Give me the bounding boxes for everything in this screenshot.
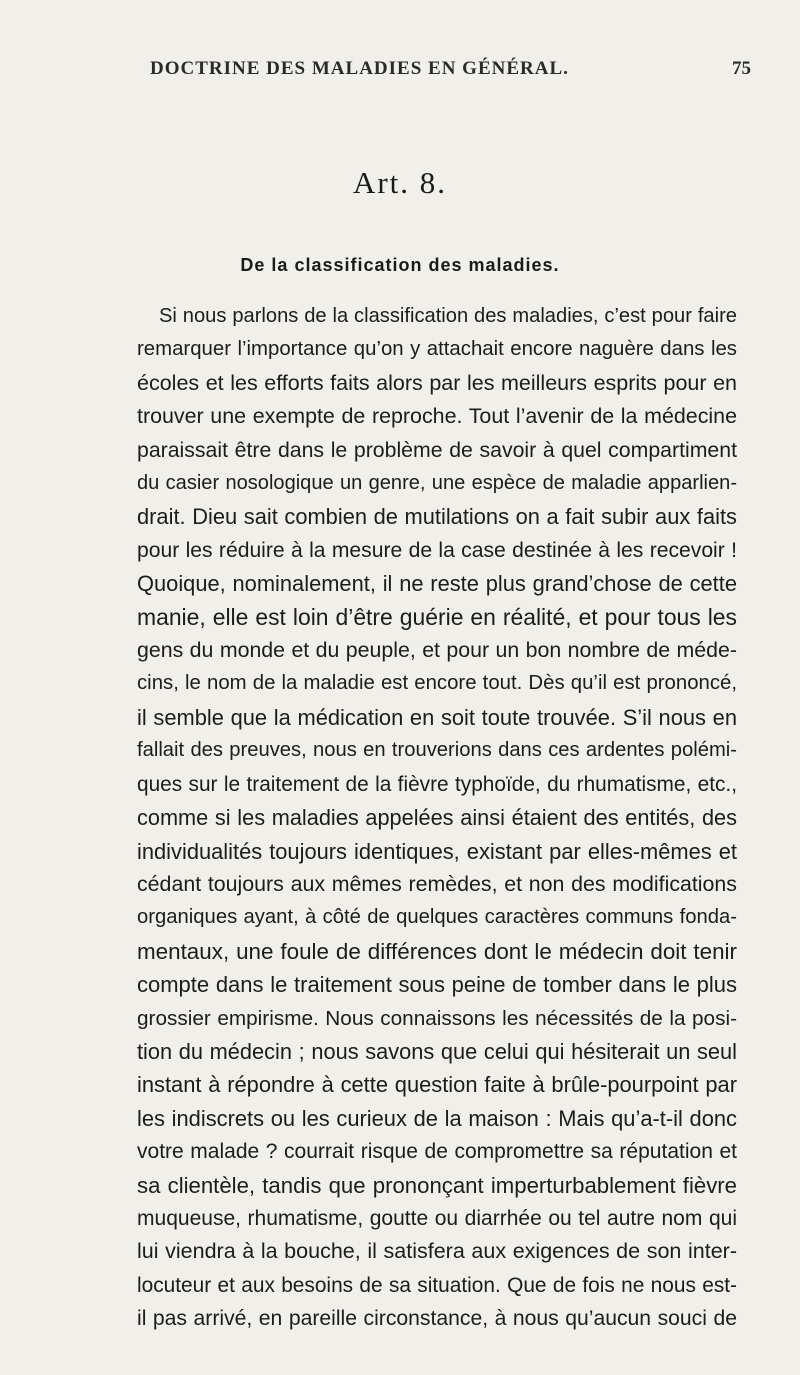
text-line: écoles et les efforts faits alors par les meilleurs esprits pour en (137, 370, 737, 395)
text-line: cins, le nom de la maladie est encore tout. Dès qu’il est prononcé, (137, 672, 737, 695)
text-line: organiques ayant, à côté de quelques caractères communs fonda- (137, 906, 737, 929)
text-line: sa clientèle, tandis que prononçant imperturbablement fièvre (137, 1172, 737, 1198)
text-line: manie, elle est loin d’être guérie en réalité, et pour tous les (137, 603, 737, 630)
text-line: il semble que la médication en soit toute trouvée. S’il nous en (137, 704, 737, 730)
text-line: ques sur le traitement de la fièvre typhoïde, du rhumatisme, etc., (137, 772, 737, 796)
text-line: gens du monde et du peuple, et pour un bon nombre de méde- (137, 638, 737, 663)
text-line: les indiscrets ou les curieux de la maison : Mais qu’a-t-il donc (137, 1105, 737, 1131)
text-line: grossier empirisme. Nous connaissons les nécessités de la posi- (137, 1006, 737, 1030)
text-line: cédant toujours aux mêmes remèdes, et non des modifications (137, 871, 737, 896)
text-line: il pas arrivé, en pareille circonstance, à nous qu’aucun souci de (137, 1307, 737, 1331)
text-line: Si nous parlons de la classification des maladies, c’est pour faire (159, 305, 737, 327)
running-head: DOCTRINE DES MALADIES EN GÉNÉRAL. (150, 58, 569, 79)
text-line: compte dans le traitement sous peine de tomber dans le plus (137, 972, 737, 998)
text-line: mentaux, une foule de différences dont le médecin doit tenir (137, 938, 737, 964)
page-number: 75 (732, 58, 751, 79)
text-line: individualités toujours identiques, existant par elles-mêmes et (137, 838, 737, 864)
text-line: instant à répondre à cette question faite à brûle-pourpoint par (137, 1072, 737, 1098)
article-heading: Art. 8. (352, 165, 448, 200)
text-line: drait. Dieu sait combien de mutilations on a fait subir aux faits (137, 504, 737, 530)
text-line: remarquer l’importance qu’on y attachait encore naguère dans les (137, 338, 737, 361)
article-subtitle: De la classification des maladies. (240, 255, 560, 275)
text-line: muqueuse, rhumatisme, goutte ou diarrhée ou tel autre nom qui (137, 1206, 737, 1230)
text-line: paraissait être dans le problème de savoir à quel compartiment (137, 437, 737, 462)
body-text (137, 300, 737, 1336)
text-line: votre malade ? courrait risque de compromettre sa réputation et (137, 1140, 737, 1164)
text-line: lui viendra à la bouche, il satisfera aux exigences de son inter- (137, 1239, 737, 1264)
text-line: locuteur et aux besoins de sa situation. Que de fois ne nous est- (137, 1273, 737, 1297)
text-line: comme si les maladies appelées ainsi étaient des entités, des (137, 805, 737, 831)
text-line: du casier nosologique un genre, une espèce de maladie apparlien- (137, 472, 737, 495)
text-line: Quoique, nominalement, il ne reste plus grand’chose de cette (137, 571, 737, 597)
text-line: tion du médecin ; nous savons que celui qui hésiterait un seul (137, 1038, 737, 1064)
text-line: pour les réduire à la mesure de la case destinée à les recevoir ! (137, 538, 737, 562)
text-line: fallait des preuves, nous en trouverions dans ces ardentes polémi- (137, 739, 737, 762)
text-line: trouver une exempte de reproche. Tout l’avenir de la médecine (137, 404, 737, 429)
